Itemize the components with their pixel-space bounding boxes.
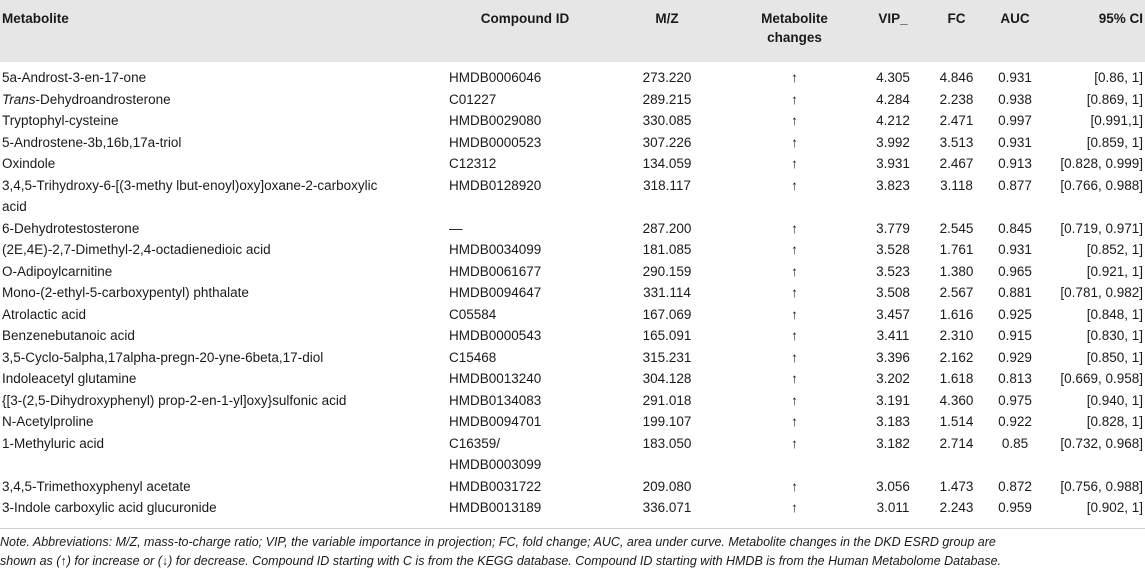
cell-change-arrow: ↑ [791, 113, 798, 128]
cell-change-arrow: ↑ [791, 70, 798, 85]
header-changes-line1: Metabolite [761, 11, 828, 26]
metabolite-name-cont: acid [2, 199, 27, 214]
cell-auc: 0.922 [998, 414, 1032, 429]
compound-id-value: HMDB0061677 [449, 263, 542, 279]
cell-vip: 3.508 [876, 285, 910, 300]
note-line-2: shown as (↑) for increase or (↓) for decrease. Compound ID starting with C is from the KEGG database. Compound ID starting with HMDB is from the Human Metabolome Database. [0, 554, 1002, 568]
table-row [0, 411, 1145, 433]
cell-compound-id [447, 411, 603, 433]
cell-auc: 0.925 [998, 306, 1032, 322]
compound-id-value: HMDB0031722 [449, 478, 542, 494]
cell-change-arrow: ↑ [791, 328, 798, 343]
compound-id-value: HMDB0134083 [449, 392, 542, 408]
cell-ci: [0.850, 1] [1086, 349, 1143, 365]
cell-mz: 315.231 [642, 349, 692, 365]
header-metabolite-changes [731, 0, 858, 62]
cell-vip: 4.284 [876, 91, 910, 107]
cell-change-arrow: ↑ [791, 371, 798, 386]
cell-auc: 0.931 [998, 134, 1032, 150]
cell-ci: [0.719, 0.971] [1060, 220, 1143, 236]
compound-id-cont: HMDB0003099 [449, 457, 542, 472]
compound-id-value: HMDB0094647 [449, 285, 542, 300]
cell-mz: 183.050 [642, 435, 692, 451]
compound-id-value: HMDB0029080 [449, 113, 542, 128]
cell-vip: 3.202 [876, 371, 910, 386]
cell-metabolite [0, 325, 447, 347]
cell-mz: 273.220 [642, 70, 692, 85]
compound-id-value: HMDB0000543 [449, 328, 542, 343]
metabolite-name: 5a-Androst-3-en-17-one [2, 70, 147, 85]
metabolite-name: 5-Androstene-3b,16b,17a-triol [2, 134, 182, 150]
cell-ci: [0.859, 1] [1086, 134, 1143, 150]
table-row [0, 347, 1145, 369]
table-row [0, 304, 1145, 326]
cell-compound-id [447, 175, 603, 218]
cell-change-arrow: ↑ [791, 500, 798, 515]
table-row [0, 368, 1145, 390]
compound-id-value: HMDB0013189 [449, 500, 542, 515]
cell-auc: 0.975 [998, 392, 1032, 408]
cell-change-arrow: ↑ [791, 392, 798, 408]
table-header [0, 0, 1145, 62]
cell-compound-id [447, 368, 603, 390]
cell-change-arrow: ↑ [791, 349, 798, 365]
table-bottom-rule [0, 528, 1145, 529]
cell-auc: 0.929 [998, 349, 1032, 365]
cell-ci: [0.991,1] [1090, 113, 1143, 128]
metabolite-name: Mono-(2-ethyl-5-carboxypentyl) phthalate [2, 285, 249, 300]
cell-mz: 289.215 [642, 91, 692, 107]
metabolite-name: Oxindole [2, 156, 56, 171]
metabolite-name: 1-Methyluric acid [2, 435, 105, 451]
cell-compound-id [447, 433, 603, 476]
cell-fc: 2.310 [939, 328, 974, 343]
cell-compound-id [447, 476, 603, 498]
cell-fc: 3.118 [940, 177, 973, 193]
cell-auc: 0.965 [998, 263, 1032, 279]
metabolite-name: O-Adipoylcarnitine [2, 263, 113, 279]
cell-mz: 209.080 [642, 478, 692, 494]
compound-id-value: HMDB0034099 [449, 242, 542, 257]
compound-id-value: HMDB0094701 [449, 414, 542, 429]
compound-id-value: HMDB0006046 [449, 70, 542, 85]
table-row [0, 282, 1145, 304]
metabolite-name: 3-Indole carboxylic acid glucuronide [2, 500, 217, 515]
cell-change-arrow: ↑ [791, 220, 798, 236]
cell-auc: 0.959 [998, 500, 1032, 515]
compound-id-value: HMDB0000523 [449, 134, 542, 150]
cell-ci: [0.766, 0.988] [1060, 177, 1143, 193]
cell-mz: 331.114 [643, 285, 691, 300]
cell-vip: 3.528 [876, 242, 910, 257]
compound-id-value: — [449, 220, 463, 236]
metabolite-name: 3,4,5-Trimethoxyphenyl acetate [2, 478, 191, 494]
cell-compound-id [447, 218, 603, 240]
cell-auc: 0.913 [998, 156, 1032, 171]
cell-change-arrow: ↑ [791, 156, 798, 171]
metabolite-name: 6-Dehydrotestosterone [2, 220, 140, 236]
cell-fc: 1.380 [939, 263, 974, 279]
cell-fc: 1.616 [939, 306, 974, 322]
cell-compound-id [447, 347, 603, 369]
cell-auc: 0.938 [998, 91, 1032, 107]
cell-vip: 3.191 [876, 392, 910, 408]
cell-metabolite [0, 347, 447, 369]
cell-metabolite [0, 411, 447, 433]
header-auc: AUC [1000, 11, 1030, 26]
table-row [0, 325, 1145, 347]
cell-ci: [0.902, 1] [1086, 500, 1143, 515]
cell-auc: 0.915 [998, 328, 1032, 343]
cell-mz: 336.071 [642, 500, 692, 515]
cell-mz: 290.159 [642, 263, 692, 279]
metabolite-name: 3,4,5-Trihydroxy-6-[(3-methy lbut-enoyl)oxy]oxane-2-carboxylic [2, 177, 378, 193]
cell-metabolite [0, 261, 447, 283]
cell-fc: 2.545 [939, 220, 974, 236]
table-body [0, 62, 1145, 525]
cell-fc: 2.162 [939, 349, 974, 365]
cell-mz: 304.128 [642, 371, 692, 386]
cell-metabolite [0, 304, 447, 326]
cell-ci: [0.669, 0.958] [1060, 371, 1143, 386]
cell-mz: 165.091 [642, 328, 692, 343]
cell-mz: 287.200 [642, 220, 692, 236]
cell-mz: 167.069 [642, 306, 692, 322]
cell-vip: 3.931 [876, 156, 910, 171]
cell-mz: 318.117 [643, 177, 691, 193]
header-metabolite: Metabolite [2, 11, 69, 26]
cell-auc: 0.813 [998, 371, 1032, 386]
cell-fc: 4.846 [939, 70, 974, 85]
cell-change-arrow: ↑ [791, 263, 798, 279]
cell-vip: 3.011 [876, 500, 910, 515]
cell-vip: 3.779 [876, 220, 910, 236]
cell-fc: 4.360 [939, 392, 974, 408]
header-ci: 95% CI [1098, 11, 1143, 26]
cell-metabolite [0, 368, 447, 390]
metabolite-name: (2E,4E)-2,7-Dimethyl-2,4-octadienedioic acid [2, 242, 271, 257]
cell-metabolite [0, 433, 447, 476]
metabolite-name: Atrolactic acid [2, 306, 87, 322]
cell-metabolite [0, 476, 447, 498]
cell-metabolite [0, 497, 447, 525]
metabolite-name: N-Acetylproline [2, 414, 94, 429]
cell-auc: 0.85 [1001, 435, 1029, 451]
cell-compound-id [447, 390, 603, 412]
cell-ci: [0.828, 1] [1086, 414, 1143, 429]
cell-metabolite [0, 62, 447, 89]
cell-change-arrow: ↑ [791, 435, 798, 451]
compound-id-value: C05584 [449, 306, 497, 322]
header-changes-line2: changes [767, 30, 822, 45]
metabolite-name: {[3-(2,5-Dihydroxyphenyl) prop-2-en-1-yl]oxy}sulfonic acid [2, 392, 347, 408]
table-note [0, 533, 1145, 571]
cell-fc: 2.471 [939, 113, 974, 128]
table-row [0, 239, 1145, 261]
cell-vip: 3.411 [876, 328, 910, 343]
table-row [0, 62, 1145, 89]
cell-change-arrow: ↑ [791, 478, 798, 494]
metabolite-name: Benzenebutanoic acid [2, 328, 135, 343]
cell-fc: 1.618 [939, 371, 974, 386]
table-row [0, 390, 1145, 412]
header-compound-id: Compound ID [480, 11, 570, 26]
cell-ci: [0.732, 0.968] [1060, 435, 1143, 451]
cell-vip: 4.305 [876, 70, 910, 85]
note-line-1: Note. Abbreviations: M/Z, mass-to-charge ratio; VIP, the variable importance in projection; FC, fold change; AUC, area under curve. Metabolite changes in the DKD ESRD group are [0, 535, 996, 549]
cell-mz: 291.018 [642, 392, 692, 408]
cell-change-arrow: ↑ [791, 306, 798, 322]
cell-ci: [0.781, 0.982] [1060, 285, 1143, 300]
compound-id-value: C15468 [449, 349, 497, 365]
cell-auc: 0.931 [998, 242, 1032, 257]
cell-change-arrow: ↑ [791, 134, 798, 150]
compound-id-value: HMDB0013240 [449, 371, 542, 386]
cell-vip: 3.992 [876, 134, 910, 150]
cell-compound-id [447, 325, 603, 347]
cell-vip: 3.396 [876, 349, 910, 365]
cell-ci: [0.848, 1] [1086, 306, 1143, 322]
cell-fc: 2.714 [939, 435, 974, 451]
cell-ci: [0.921, 1] [1086, 263, 1143, 279]
metabolite-name: 3,5-Cyclo-5alpha,17alpha-pregn-20-yne-6beta,17-diol [2, 349, 324, 365]
table-row [0, 132, 1145, 154]
cell-change-arrow: ↑ [791, 242, 798, 257]
cell-metabolite [0, 89, 447, 111]
cell-metabolite [0, 175, 447, 218]
compound-id-value: HMDB0128920 [449, 177, 542, 193]
cell-auc: 0.877 [998, 177, 1032, 193]
metabolite-name: Tryptophyl-cysteine [2, 113, 119, 128]
cell-fc: 1.514 [939, 414, 974, 429]
table-row [0, 433, 1145, 476]
cell-metabolite [0, 239, 447, 261]
cell-compound-id [447, 89, 603, 111]
cell-metabolite [0, 153, 447, 175]
cell-metabolite [0, 110, 447, 132]
table-row [0, 476, 1145, 498]
cell-vip: 3.183 [876, 414, 910, 429]
cell-compound-id [447, 62, 603, 89]
cell-compound-id [447, 110, 603, 132]
cell-auc: 0.931 [998, 70, 1032, 85]
cell-mz: 134.059 [642, 156, 692, 171]
cell-ci: [0.756, 0.988] [1060, 478, 1143, 494]
cell-vip: 4.212 [876, 113, 910, 128]
cell-auc: 0.997 [998, 113, 1032, 128]
table-row [0, 261, 1145, 283]
table-row [0, 175, 1145, 218]
cell-mz: 307.226 [642, 134, 692, 150]
cell-fc: 2.238 [939, 91, 974, 107]
cell-change-arrow: ↑ [791, 285, 798, 300]
header-row [0, 0, 1145, 62]
cell-metabolite [0, 390, 447, 412]
cell-fc: 1.473 [939, 478, 974, 494]
cell-auc: 0.881 [998, 285, 1032, 300]
header-vip: VIP_ [878, 11, 908, 26]
cell-ci: [0.869, 1] [1086, 91, 1143, 107]
cell-compound-id [447, 153, 603, 175]
table-row [0, 110, 1145, 132]
cell-ci: [0.940, 1] [1086, 392, 1143, 408]
cell-compound-id [447, 304, 603, 326]
cell-auc: 0.872 [998, 478, 1032, 494]
cell-fc: 3.513 [939, 134, 974, 150]
cell-compound-id [447, 282, 603, 304]
compound-id-value: C01227 [449, 91, 497, 107]
cell-change-arrow: ↑ [791, 414, 798, 429]
header-fc: FC [947, 11, 966, 26]
cell-ci: [0.86, 1] [1094, 70, 1143, 85]
cell-compound-id [447, 132, 603, 154]
cell-compound-id [447, 239, 603, 261]
cell-compound-id [447, 261, 603, 283]
cell-change-arrow: ↑ [791, 177, 798, 193]
cell-mz: 330.085 [642, 113, 692, 128]
cell-ci: [0.852, 1] [1086, 242, 1143, 257]
cell-fc: 2.567 [939, 285, 974, 300]
metabolite-name-rest: -Dehydroandrosterone [35, 91, 171, 107]
cell-compound-id [447, 497, 603, 525]
compound-id-value: C12312 [449, 156, 497, 171]
cell-fc: 2.467 [939, 156, 974, 171]
table-row [0, 218, 1145, 240]
cell-mz: 199.107 [642, 414, 692, 429]
metabolite-prefix: Trans [2, 91, 36, 107]
header-mz: M/Z [655, 11, 679, 26]
cell-vip: 3.823 [876, 177, 910, 193]
table-row [0, 89, 1145, 111]
cell-vip: 3.056 [876, 478, 910, 494]
cell-fc: 1.761 [939, 242, 974, 257]
cell-metabolite [0, 218, 447, 240]
metabolite-name: Indoleacetyl glutamine [2, 371, 137, 386]
cell-change-arrow: ↑ [791, 91, 798, 107]
cell-mz: 181.085 [642, 242, 692, 257]
compound-id-value: C16359/ [449, 435, 501, 451]
cell-auc: 0.845 [998, 220, 1032, 236]
cell-ci: [0.830, 1] [1086, 328, 1143, 343]
cell-vip: 3.182 [876, 435, 910, 451]
cell-fc: 2.243 [939, 500, 974, 515]
cell-vip: 3.457 [876, 306, 910, 322]
table-row [0, 497, 1145, 525]
cell-metabolite [0, 282, 447, 304]
table-row [0, 153, 1145, 175]
cell-vip: 3.523 [876, 263, 910, 279]
cell-metabolite [0, 132, 447, 154]
cell-ci: [0.828, 0.999] [1060, 156, 1143, 171]
